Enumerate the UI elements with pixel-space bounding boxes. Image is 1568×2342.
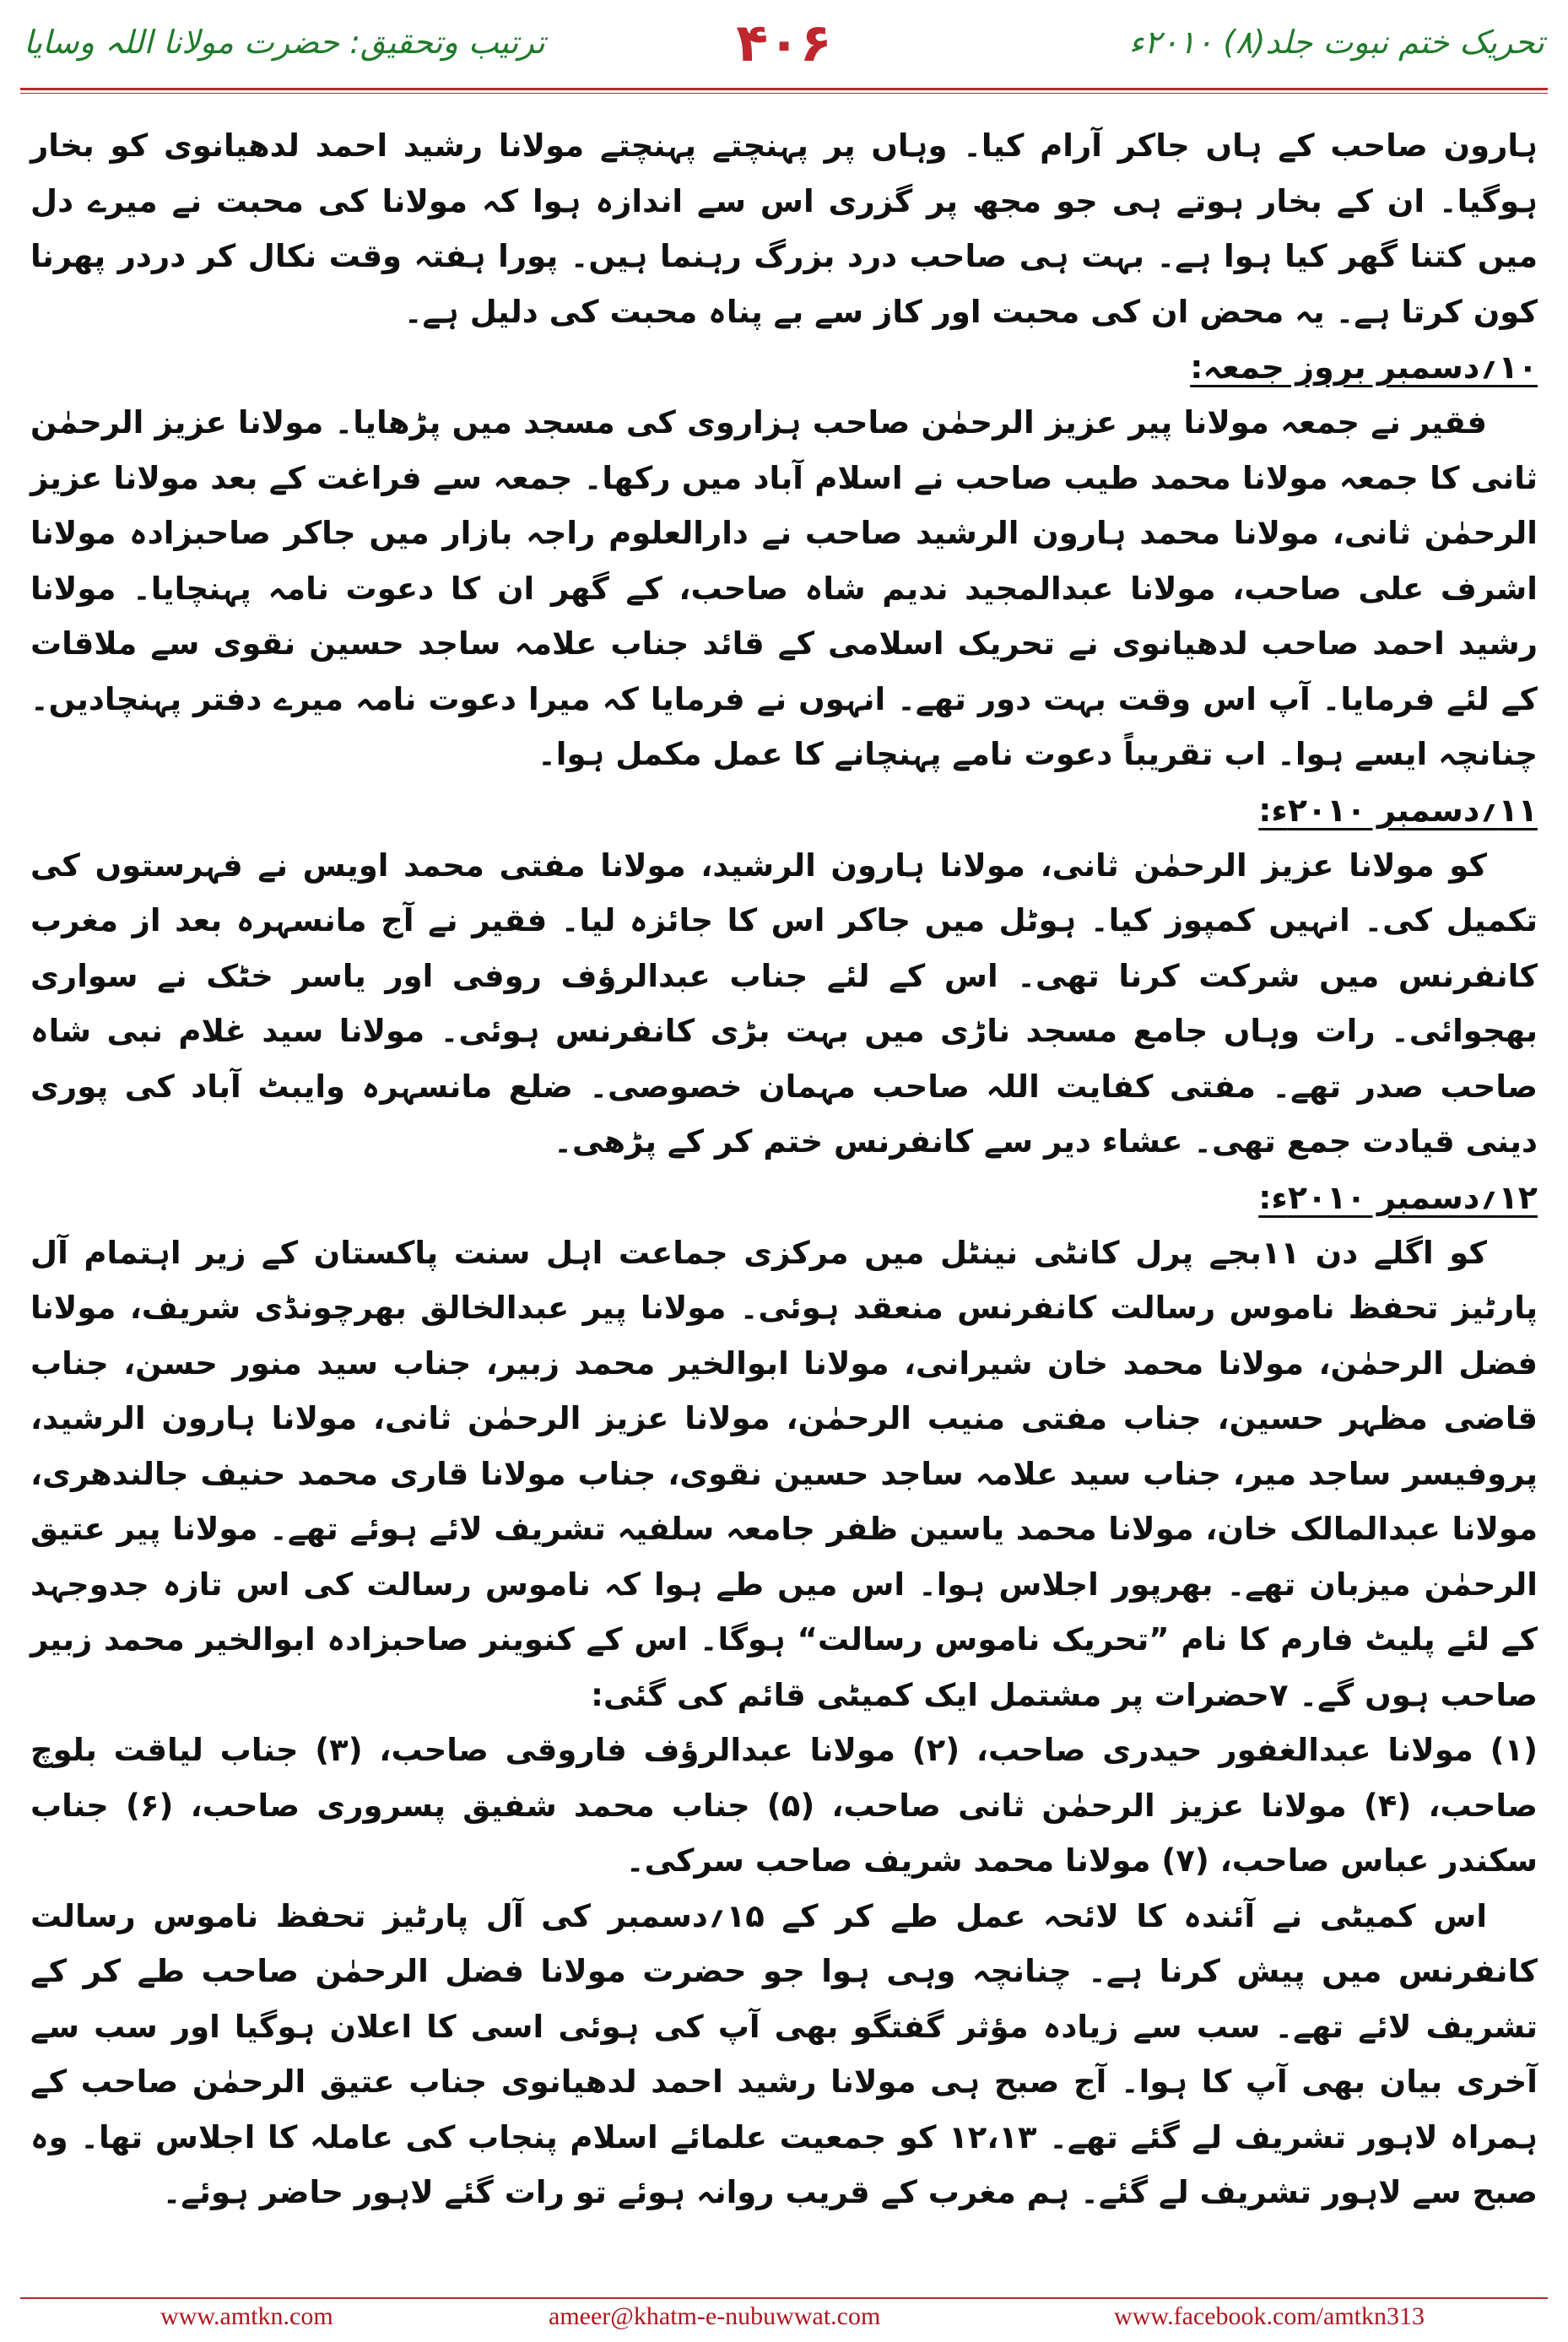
paragraph: کو مولانا عزیز الرحمٰن ثانی، مولانا ہارون الرشید، مولانا مفتی محمد اویس نے فہرستوں کی تکمیل کی۔ انہیں کمپوز کیا۔ ہوٹل میں جاکر اس کا جائزہ لیا۔ فقیر نے آج مانسہرہ بعد از مغرب کانفرنس میں شرکت کرنا تھی۔ اس کے لئے جناب عبدالرؤف روفی اور یاسر خٹک نے سواری بھجوائی۔ رات وہاں جامع مسجد ناڑی میں بہت بڑی کانفرنس ہوئی۔ مولانا سید غلام نبی شاہ صاحب صدر تھے۔ مفتی کفایت اللہ صاحب مہمان خصوصی۔ ضلع مانسہرہ وایبٹ آباد کی پوری دینی قیادت جمع تھی۔ عشاء دیر سے کانفرنس ختم کر کے پڑھی۔ (30, 846, 1538, 1160)
paragraph: ہارون صاحب کے ہاں جاکر آرام کیا۔ وہاں پر پہنچتے پہنچتے مولانا رشید احمد لدھیانوی کو بخار ہوگیا۔ ان کے بخار ہوتے ہی جو مجھ پر گزری اس سے اندازہ ہوا کہ مولانا کی محبت نے میرے دل میں کتنا گھر کیا ہوا ہے۔ بہت ہی صاحب درد بزرگ رہنما ہیں۔ پورا ہفتہ وقت نکال کر دردر پھرنا کون کرتا ہے۔ یہ محض ان کی محبت اور کاز سے بے پناہ محبت کی دلیل ہے۔ (30, 127, 1538, 330)
footer-email-link[interactable]: ameer@khatm-e-nubuwwat.com (549, 2302, 881, 2330)
page-header (0, 0, 1568, 101)
paragraph: کو اگلے دن ۱۱بجے پرل کانٹی نینٹل میں مرکزی جماعت اہل سنت پاکستان کے زیر اہتمام آل پارٹیز تحفظ ناموس رسالت کانفرنس منعقد ہوئی۔ مولانا پیر عبدالخالق بھرچونڈی شریف، مولانا فضل الرحمٰن، مولانا محمد خان شیرانی، مولانا ابوالخیر محمد زبیر، جناب سید منور حسن، جناب قاضی مظہر حسین، جناب مفتی منیب الرحمٰن، مولانا عزیز الرحمٰن ثانی، مولانا ہارون الرشید، پروفیسر ساجد میر، جناب سید علامہ ساجد حسین نقوی، جناب مولانا قاری محمد حنیف جالندھری، مولانا عبدالمالک خان، مولانا محمد یاسین ظفر جامعہ سلفیہ تشریف لائے ہوئے تھے۔ مولانا پیر عتیق الرحمٰن میزبان تھے۔ بھرپور اجلاس ہوا۔ اس میں طے ہوا کہ ناموس رسالت کی اس تازہ جدوجہد کے لئے پلیٹ فارم کا نام ”تحریک ناموس رسالت“ ہوگا۔ اس کے کنوینر صاحبزادہ ابوالخیر محمد زبیر صاحب ہوں گے۔ ۷حضرات پر مشتمل ایک کمیٹی قائم کی گئی: (30, 1234, 1538, 1713)
section-heading: ۱۱؍دسمبر ۲۰۱۰ء: (1258, 791, 1538, 829)
footer-divider (20, 2297, 1548, 2299)
page-body (30, 118, 1538, 2211)
section-heading: ۱۰؍دسمبر بروز جمعہ: (1190, 349, 1538, 386)
paragraph: فقیر نے جمعہ مولانا پیر عزیز الرحمٰن صاحب ہزاروی کی مسجد میں پڑھایا۔ مولانا عزیز الرحمٰن ثانی کا جمعہ مولانا محمد طیب صاحب نے اسلام آباد میں رکھا۔ جمعہ سے فراغت کے بعد مولانا عزیز الرحمٰن ثانی، مولانا محمد ہارون الرشید صاحب نے دارالعلوم راجہ بازار میں جاکر صاحبزادہ مولانا اشرف علی صاحب، مولانا عبدالمجید ندیم شاہ صاحب، کے گھر ان کا دعوت نامہ پہنچایا۔ مولانا رشید احمد صاحب لدھیانوی نے تحریک اسلامی کے قائد جناب علامہ ساجد حسین نقوی سے ملاقات کے لئے فرمایا۔ آپ اس وقت بہت دور تھے۔ انہوں نے فرمایا کہ میرا دعوت نامہ میرے دفتر پہنچادیں۔ چنانچہ ایسے ہوا۔ اب تقریباً دعوت نامے پہنچانے کا عمل مکمل ہوا۔ (30, 404, 1538, 772)
paragraph: اس کمیٹی نے آئندہ کا لائحہ عمل طے کر کے ۱۵؍دسمبر کی آل پارٹیز تحفظ ناموس رسالت کانفرنس میں پیش کرنا ہے۔ چنانچہ وہی ہوا جو حضرت مولانا فضل الرحمٰن صاحب طے کر کے تشریف لائے تھے۔ سب سے زیادہ مؤثر گفتگو بھی آپ کی ہوئی اسی کا اعلان ہوگیا اور سب سے آخری بیان بھی آپ کا ہوا۔ آج صبح ہی مولانا رشید احمد لدھیانوی جناب عتیق الرحمٰن صاحب کے ہمراہ لاہور تشریف لے گئے تھے۔ ۱۲،۱۳ کو جمعیت علمائے اسلام پنجاب کی عاملہ کا اجلاس تھا۔ وہ صبح سے لاہور تشریف لے گئے۔ ہم مغرب کے قریب روانہ ہوئے تو رات گئے لاہور حاضر ہوئے۔ (30, 1897, 1538, 2210)
header-compiler: ترتیب وتحقیق: حضرت مولانا اللہ وسایا (24, 24, 545, 61)
page-number: ۴۰۶ (736, 12, 832, 73)
page-footer (0, 2302, 1568, 2336)
committee-list: (۱) مولانا عبدالغفور حیدری صاحب، (۲) مولانا عبدالرؤف فاروقی صاحب، (۳) جناب لیاقت بلوچ صاحب، (۴) مولانا عزیز الرحمٰن ثانی صاحب، (۵) جناب محمد شفیق پسروری صاحب، (۶) جناب سکندر عباس صاحب، (۷) مولانا محمد شریف صاحب سرکی۔ (30, 1732, 1538, 1879)
footer-website-link[interactable]: www.amtkn.com (160, 2302, 333, 2330)
footer-facebook-link[interactable]: www.facebook.com/amtkn313 (1114, 2302, 1425, 2330)
header-divider-thin (20, 93, 1548, 94)
header-book-title: تحریک ختم نبوت جلد(۸) ۲۰۱۰ء (1128, 24, 1544, 61)
section-heading: ۱۲؍دسمبر ۲۰۱۰ء: (1258, 1178, 1538, 1216)
header-divider (20, 88, 1548, 90)
